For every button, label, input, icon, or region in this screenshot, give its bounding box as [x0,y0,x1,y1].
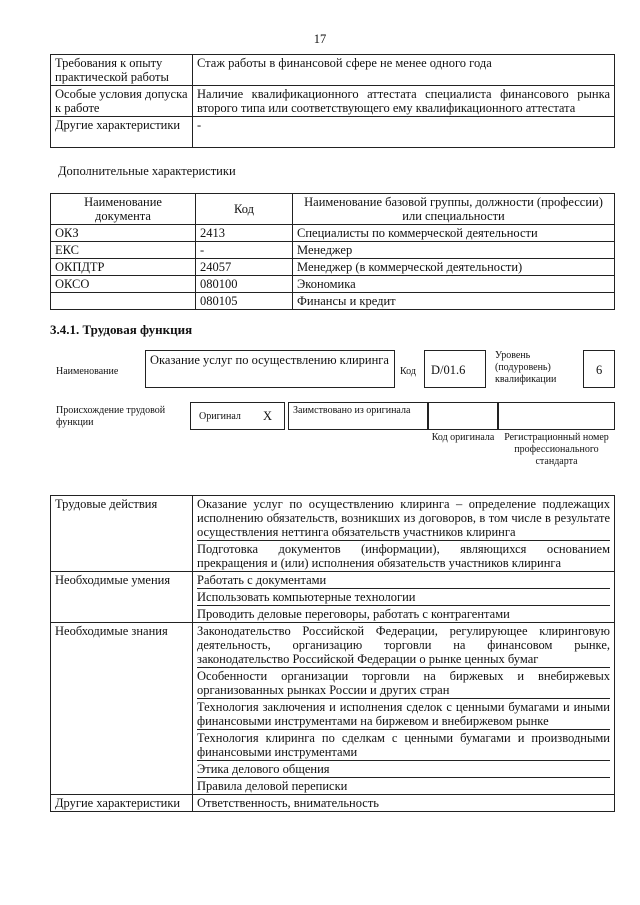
list-item: Работать с документами [197,573,327,587]
original-label: Оригинал [199,411,241,422]
table-row [51,795,615,812]
list-item: Использовать компьютерные технологии [197,588,610,605]
code-cell: 24057 [196,259,293,276]
function-code: D/01.6 [431,363,466,377]
column-header: Код [196,194,293,225]
level-label: Уровень (подуровень) квалификации [495,350,557,385]
row-items [193,795,615,812]
list-item: Этика делового общения [197,760,610,777]
row-label: Необходимые умения [51,572,193,623]
row-label: Трудовые действия [51,496,193,572]
list-item: Законодательство Российской Федерации, регулирующее клиринговую деятельность, организацию торговли на финансовом рынке, законодательство Российской Федерации о рынке ценных бумаг [197,624,610,666]
row-label: Другие характеристики [51,795,193,812]
name-cell: Финансы и кредит [293,293,615,310]
list-item: Технология заключения и исполнения сделок с ценными бумагами и иными финансовыми инструментами на биржевом и внебиржевом рынке [197,700,610,728]
table-row [51,225,615,242]
additional-table [50,193,615,310]
borrowed-box [288,402,428,430]
table-row [51,276,615,293]
original-mark: X [263,409,273,423]
list-item: Ответственность, внимательность [197,796,380,810]
doc-cell [51,293,196,310]
list-item: Правила деловой переписки [197,777,610,794]
code-original-label: Код оригинала [431,432,495,443]
column-header: Наименование базовой группы, должности (профессии) или специальности [293,194,615,225]
table-row [51,572,615,623]
list-item: Проводить деловые переговоры, работать с контрагентами [197,605,610,622]
table-row [51,242,615,259]
code-cell: 2413 [196,225,293,242]
function-code-box [424,350,486,388]
table-row [51,55,615,86]
row-label: Особые условия допуска к работе [51,86,193,117]
name-label: Наименование [56,366,119,377]
row-label: Другие характеристики [51,117,193,148]
table-row [51,259,615,276]
list-item: Подготовка документов (информации), являющихся основанием прекращения и (или) исполнения обязательств участников клиринга [197,542,610,570]
function-details-table [50,495,615,812]
table-row [51,496,615,572]
table-row [51,623,615,795]
row-items [193,496,615,572]
additional-heading: Дополнительные характеристики [58,164,236,178]
name-cell: Менеджер [293,242,615,259]
level-box [583,350,615,388]
page-number: 17 [313,32,327,46]
row-value: Стаж работы в финансовой сфере не менее одного года [193,55,615,86]
origin-label: Происхождение трудовой функции [56,405,166,428]
name-cell: Менеджер (в коммерческой деятельности) [293,259,615,276]
row-value: Наличие квалификационного аттестата специалиста финансового рынка второго типа или соответствующего ему квалификационного аттестата [193,86,615,117]
table-header-row [51,194,615,225]
reg-number-label: Регистрационный номер профессионального стандарта [504,432,609,467]
code-cell: - [196,242,293,259]
column-header: Наименование документа [51,194,196,225]
doc-cell: ОКПДТР [51,259,196,276]
requirements-table [50,54,615,148]
code-label: Код [400,366,416,377]
name-cell: Экономика [293,276,615,293]
row-items [193,572,615,623]
row-value: - [193,117,615,148]
doc-cell: ОКЗ [51,225,196,242]
level-value: 6 [596,363,603,377]
doc-cell: ОКСО [51,276,196,293]
section-title: 3.4.1. Трудовая функция [50,322,193,337]
row-label: Требования к опыту практической работы [51,55,193,86]
list-item: Оказание услуг по осуществлению клиринга – определение подлежащих исполнению обязательств, возникших из договоров, в том числе в результате осуществления неттинга обязательств участников клиринга [197,497,610,539]
doc-cell: ЕКС [51,242,196,259]
list-item: Технология клиринга по сделкам с ценными бумагами и производными финансовыми инструментами [197,731,610,759]
row-label: Необходимые знания [51,623,193,795]
code-original-box [428,402,498,430]
table-row [51,293,615,310]
table-row [51,86,615,117]
original-box [190,402,285,430]
function-name: Оказание услуг по осуществлению клиринга [150,353,389,367]
table-row [51,117,615,148]
row-items [193,623,615,795]
function-name-box [145,350,395,388]
code-cell: 080100 [196,276,293,293]
name-cell: Специалисты по коммерческой деятельности [293,225,615,242]
reg-number-box [498,402,615,430]
code-cell: 080105 [196,293,293,310]
borrowed-label: Заимствовано из оригинала [293,405,411,416]
list-item: Особенности организации торговли на биржевых и внебиржевых организованных рынках России и других стран [197,669,610,697]
